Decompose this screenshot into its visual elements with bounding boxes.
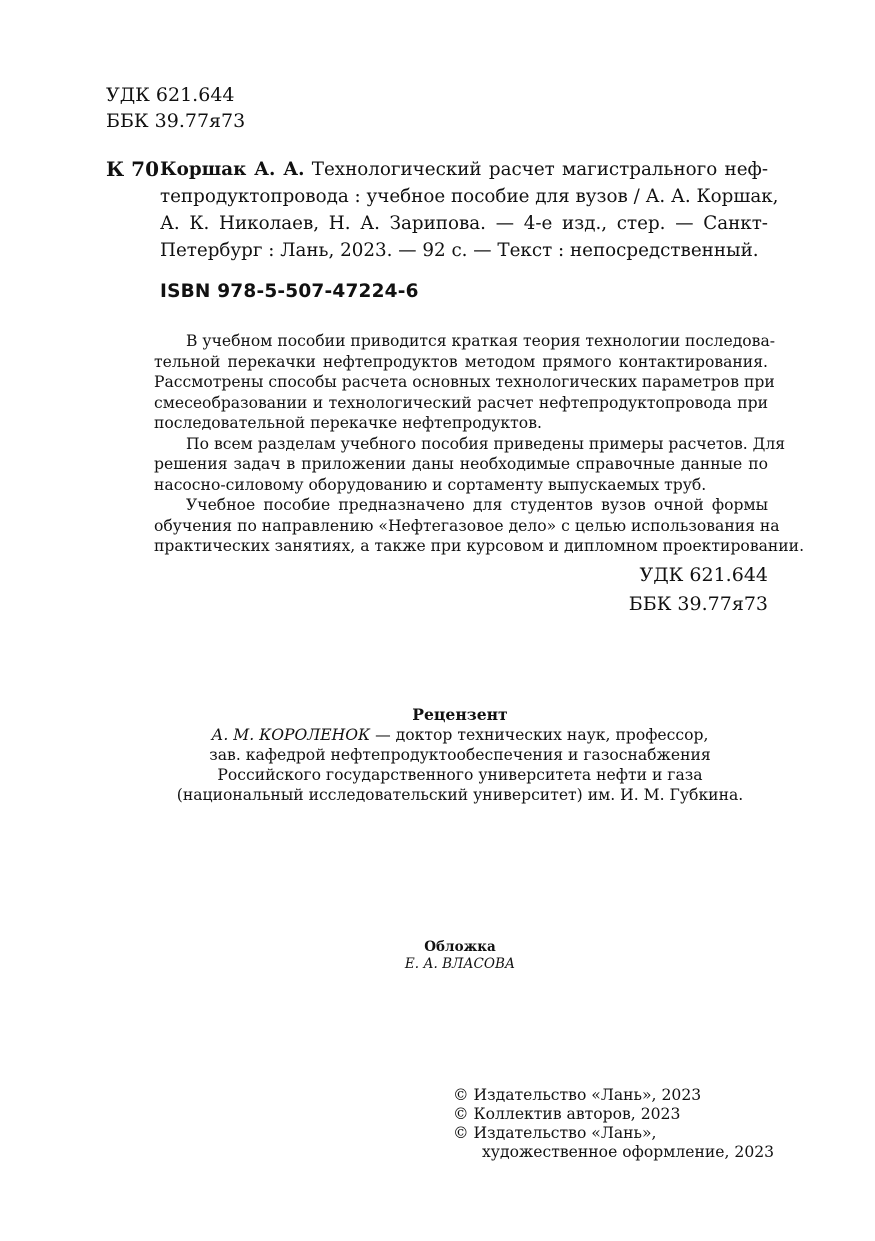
annotation-line: последовательной перекачке нефтепродуктов. [154,414,542,432]
reviewer-line-1 [100,725,820,745]
cover-credit [300,939,620,973]
annotation-line: В учебном пособии приводится краткая теория технологии последова- [186,332,776,350]
annotation-line: решения задач в приложении даны необходимые справочные данные по [154,455,768,473]
top-classification [106,82,245,134]
bbk-code-bottom: ББК 39.77я73 [628,593,768,615]
copyright-line-1: © Издательство «Лань», 2023 [453,1086,702,1104]
reviewer-name: А. М. КОРОЛЕНОК [211,726,371,744]
copyright-line-2: © Коллектив авторов, 2023 [453,1105,681,1123]
isbn: ISBN 978-5-507-47224-6 [160,281,419,302]
author-mark: К 70 [106,157,159,181]
reviewer-block [100,705,820,805]
bottom-classification [629,561,768,619]
annotation-line: практических занятиях, а также при курсовом и дипломном проектировании. [154,537,805,555]
bbk-code-top: ББК 39.77я73 [106,110,246,132]
annotation-paragraph-2 [154,434,786,496]
annotation-line: смесеобразовании и технологический расчет нефтепродуктопровода при [154,393,768,412]
annotation-line: По всем разделам учебного пособия приведены примеры расчетов. Для [186,434,786,453]
annotation-line: Учебное пособие предназначено для студентов вузов очной формы [186,496,768,514]
annotation-line: насосно-силовому оборудованию и сортаменту выпускаемых труб. [154,475,707,494]
cover-designer: Е. А. ВЛАСОВА [404,956,516,972]
annotation-line: Рассмотрены способы расчета основных технологических параметров при [154,373,775,391]
bib-line-1 [160,156,768,183]
annotation-paragraph-1 [154,331,776,434]
reviewer-line-2: зав. кафедрой нефтепродуктообеспечения и газоснабжения [209,746,711,764]
bib-author: Коршак А. А. [160,159,305,180]
annotation-line: тельной перекачки нефтепродуктов методом прямого контактирования. [154,352,768,371]
reviewer-line-3: Российского государственного университета нефти и газа [217,766,703,784]
copyright-block [453,1086,774,1162]
bib-line-3: А. К. Николаев, Н. А. Зарипова. — 4-е изд., стер. — Санкт- [160,213,768,234]
annotation [154,331,805,557]
cover-heading: Обложка [424,939,496,955]
reviewer-title: — доктор технических наук, профессор, [370,726,709,744]
udk-code-top: УДК 621.644 [106,84,235,106]
copyright-line-3: © Издательство «Лань», [453,1124,657,1142]
bibliographic-record [160,156,779,264]
reviewer-line-4: (национальный исследовательский университет) им. И. М. Губкина. [176,786,744,804]
udk-code-bottom: УДК 621.644 [639,564,768,586]
annotation-line: обучения по направлению «Нефтегазовое дело» с целью использования на [154,516,780,535]
bib-title-start: Технологический расчет магистрального неф- [304,159,768,180]
bib-line-2: тепродуктопровода : учебное пособие для вузов / А. А. Коршак, [160,186,779,207]
annotation-paragraph-3 [154,495,805,557]
reviewer-heading: Рецензент [412,705,508,724]
bib-line-4: Петербург : Лань, 2023. — 92 с. — Текст : непосредственный. [160,240,759,261]
copyright-line-4: художественное оформление, 2023 [482,1143,775,1161]
